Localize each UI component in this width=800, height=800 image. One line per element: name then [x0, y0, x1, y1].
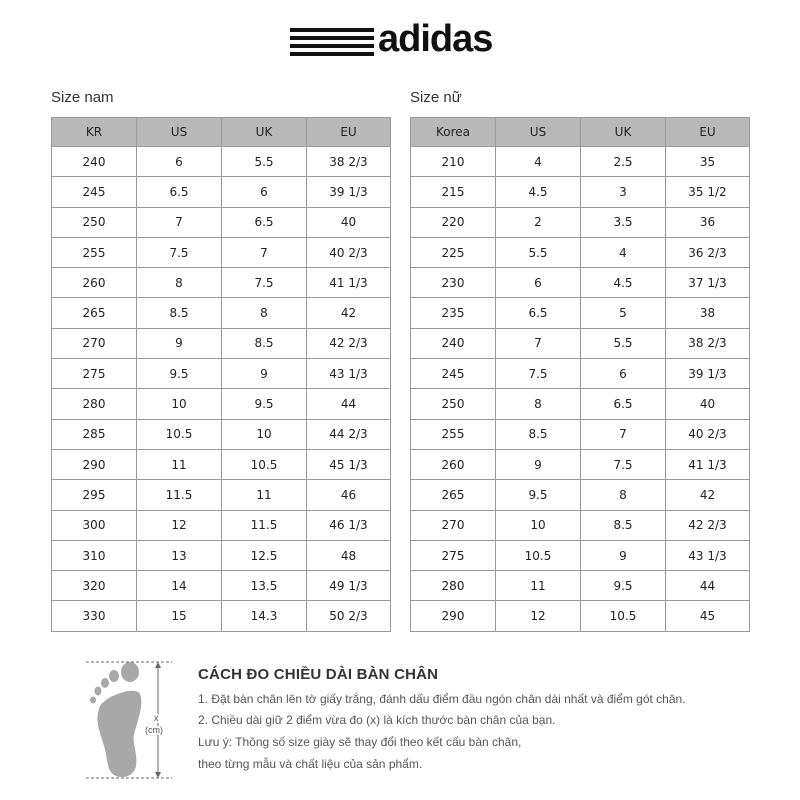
table-cell: 38: [666, 298, 750, 328]
table-row: [411, 419, 750, 449]
column-header: EU: [666, 118, 750, 147]
table-cell: 44 2/3: [307, 419, 391, 449]
table-cell: 245: [52, 177, 137, 207]
table-cell: 11.5: [222, 510, 307, 540]
table-cell: 11: [222, 480, 307, 510]
table-cell: 8: [581, 480, 666, 510]
table-cell: 280: [52, 389, 137, 419]
column-header: KR: [52, 118, 137, 147]
table-row: [411, 328, 750, 358]
table-cell: 7.5: [137, 237, 222, 267]
table-cell: 6: [496, 268, 581, 298]
table-cell: 4.5: [581, 268, 666, 298]
table-row: [411, 449, 750, 479]
table-cell: 39 1/3: [307, 177, 391, 207]
table-cell: 250: [52, 207, 137, 237]
table-row: [52, 601, 391, 631]
table-cell: 7.5: [581, 449, 666, 479]
table-cell: 240: [411, 328, 496, 358]
table-cell: 7: [137, 207, 222, 237]
table-cell: 43 1/3: [666, 540, 750, 570]
table-row: [411, 389, 750, 419]
table-cell: 9: [496, 449, 581, 479]
table-cell: 11: [137, 449, 222, 479]
table-cell: 38 2/3: [307, 147, 391, 177]
guide-step-2: 2. Chiều dài giữ 2 điểm vừa đo (x) là kích thước bàn chân của bạn.: [198, 713, 556, 727]
table-row: [52, 540, 391, 570]
table-row: [52, 449, 391, 479]
table-cell: 3: [581, 177, 666, 207]
table-row: [411, 237, 750, 267]
table-cell: 38 2/3: [666, 328, 750, 358]
table-row: [411, 601, 750, 631]
foot-measure-diagram: [80, 658, 180, 782]
table-cell: 12: [496, 601, 581, 631]
table-cell: 265: [52, 298, 137, 328]
table-cell: 4: [496, 147, 581, 177]
table-cell: 7: [581, 419, 666, 449]
table-cell: 9.5: [581, 571, 666, 601]
table-cell: 5.5: [222, 147, 307, 177]
logo-stripes-icon: [290, 28, 374, 62]
table-cell: 9: [137, 328, 222, 358]
table-row: [52, 298, 391, 328]
table-cell: 12: [137, 510, 222, 540]
table-cell: 42: [666, 480, 750, 510]
table-cell: 10.5: [581, 601, 666, 631]
table-cell: 42 2/3: [307, 328, 391, 358]
table-cell: 10: [137, 389, 222, 419]
table-cell: 290: [52, 449, 137, 479]
table-cell: 275: [411, 540, 496, 570]
table-cell: 9: [581, 540, 666, 570]
column-header: Korea: [411, 118, 496, 147]
table-row: [52, 268, 391, 298]
table-cell: 6: [222, 177, 307, 207]
table-cell: 49 1/3: [307, 571, 391, 601]
table-cell: 7.5: [496, 359, 581, 389]
table-row: [52, 328, 391, 358]
table-cell: 7.5: [222, 268, 307, 298]
table-cell: 275: [52, 359, 137, 389]
table-cell: 6.5: [496, 298, 581, 328]
table-cell: 2: [496, 207, 581, 237]
table-row: [411, 510, 750, 540]
table-cell: 40 2/3: [666, 419, 750, 449]
table-cell: 295: [52, 480, 137, 510]
women-size-table: [410, 117, 750, 632]
table-cell: 230: [411, 268, 496, 298]
table-cell: 6.5: [581, 389, 666, 419]
table-cell: 10.5: [222, 449, 307, 479]
table-cell: 45 1/3: [307, 449, 391, 479]
table-cell: 5.5: [496, 237, 581, 267]
table-cell: 225: [411, 237, 496, 267]
table-cell: 260: [411, 449, 496, 479]
table-header-row: [52, 118, 391, 147]
table-cell: 10: [222, 419, 307, 449]
table-cell: 40 2/3: [307, 237, 391, 267]
men-size-title: Size nam: [51, 89, 114, 106]
table-cell: 37 1/3: [666, 268, 750, 298]
table-cell: 14.3: [222, 601, 307, 631]
men-size-table: [51, 117, 391, 632]
table-cell: 260: [52, 268, 137, 298]
table-cell: 8: [137, 268, 222, 298]
table-row: [52, 571, 391, 601]
guide-step-1: 1. Đặt bàn chân lên tờ giấy trắng, đánh dấu điểm đầu ngón chân dài nhất và điểm gót chân.: [198, 692, 686, 706]
table-cell: 10.5: [137, 419, 222, 449]
table-cell: 40: [666, 389, 750, 419]
table-cell: 8.5: [581, 510, 666, 540]
table-cell: 8.5: [496, 419, 581, 449]
table-cell: 15: [137, 601, 222, 631]
table-cell: 13.5: [222, 571, 307, 601]
column-header: UK: [222, 118, 307, 147]
table-cell: 45: [666, 601, 750, 631]
table-cell: 255: [411, 419, 496, 449]
table-cell: 14: [137, 571, 222, 601]
table-cell: 6.5: [137, 177, 222, 207]
table-cell: 6.5: [222, 207, 307, 237]
table-cell: 310: [52, 540, 137, 570]
table-row: [52, 359, 391, 389]
guide-note: Lưu ý: Thông số size giày sẽ thay đổi theo kết cấu bàn chân,: [198, 735, 522, 749]
table-cell: 9.5: [137, 359, 222, 389]
table-cell: 42: [307, 298, 391, 328]
table-cell: 5.5: [581, 328, 666, 358]
table-row: [411, 298, 750, 328]
table-cell: 4.5: [496, 177, 581, 207]
table-cell: 6: [137, 147, 222, 177]
table-cell: 2.5: [581, 147, 666, 177]
table-cell: 4: [581, 237, 666, 267]
table-cell: 270: [52, 328, 137, 358]
table-row: [52, 480, 391, 510]
table-cell: 42 2/3: [666, 510, 750, 540]
table-cell: 50 2/3: [307, 601, 391, 631]
table-cell: 11.5: [137, 480, 222, 510]
table-cell: 36 2/3: [666, 237, 750, 267]
table-cell: 9.5: [496, 480, 581, 510]
table-cell: 44: [666, 571, 750, 601]
table-row: [52, 147, 391, 177]
guide-note-cont: theo từng mẫu và chất liệu của sản phẩm.: [198, 757, 423, 771]
table-row: [52, 510, 391, 540]
table-cell: 250: [411, 389, 496, 419]
table-cell: 210: [411, 147, 496, 177]
column-header: EU: [307, 118, 391, 147]
table-cell: 39 1/3: [666, 359, 750, 389]
table-cell: 8.5: [222, 328, 307, 358]
table-cell: 330: [52, 601, 137, 631]
table-cell: 41 1/3: [307, 268, 391, 298]
table-cell: 255: [52, 237, 137, 267]
table-cell: 43 1/3: [307, 359, 391, 389]
table-cell: 285: [52, 419, 137, 449]
women-size-title: Size nữ: [410, 89, 462, 106]
table-cell: 280: [411, 571, 496, 601]
table-cell: 300: [52, 510, 137, 540]
table-cell: 8.5: [137, 298, 222, 328]
table-row: [411, 480, 750, 510]
table-cell: 9.5: [222, 389, 307, 419]
column-header: US: [137, 118, 222, 147]
unit-label: (cm): [145, 725, 163, 735]
table-cell: 235: [411, 298, 496, 328]
table-cell: 12.5: [222, 540, 307, 570]
table-cell: 46 1/3: [307, 510, 391, 540]
table-header-row: [411, 118, 750, 147]
table-cell: 46: [307, 480, 391, 510]
table-cell: 270: [411, 510, 496, 540]
table-row: [411, 177, 750, 207]
table-cell: 44: [307, 389, 391, 419]
adidas-logo: [290, 18, 520, 64]
table-cell: 320: [52, 571, 137, 601]
table-cell: 13: [137, 540, 222, 570]
table-row: [52, 207, 391, 237]
table-row: [52, 177, 391, 207]
x-label: x: [154, 713, 159, 723]
table-cell: 5: [581, 298, 666, 328]
table-row: [52, 419, 391, 449]
table-cell: 48: [307, 540, 391, 570]
table-row: [411, 147, 750, 177]
table-row: [411, 571, 750, 601]
table-cell: 10.5: [496, 540, 581, 570]
column-header: US: [496, 118, 581, 147]
table-cell: 245: [411, 359, 496, 389]
table-row: [52, 237, 391, 267]
table-cell: 11: [496, 571, 581, 601]
table-cell: 3.5: [581, 207, 666, 237]
table-row: [411, 207, 750, 237]
table-cell: 7: [222, 237, 307, 267]
foot-icon: [80, 658, 180, 782]
table-cell: 35: [666, 147, 750, 177]
guide-title: CÁCH ĐO CHIỀU DÀI BÀN CHÂN: [198, 666, 439, 683]
brand-name: adidas: [378, 18, 493, 60]
table-cell: 6: [581, 359, 666, 389]
table-cell: 7: [496, 328, 581, 358]
table-cell: 8: [222, 298, 307, 328]
table-row: [411, 359, 750, 389]
table-row: [411, 540, 750, 570]
table-cell: 8: [496, 389, 581, 419]
column-header: UK: [581, 118, 666, 147]
table-cell: 10: [496, 510, 581, 540]
table-cell: 240: [52, 147, 137, 177]
table-cell: 40: [307, 207, 391, 237]
table-row: [411, 268, 750, 298]
table-cell: 41 1/3: [666, 449, 750, 479]
table-cell: 290: [411, 601, 496, 631]
table-cell: 220: [411, 207, 496, 237]
table-cell: 35 1/2: [666, 177, 750, 207]
table-row: [52, 389, 391, 419]
table-cell: 36: [666, 207, 750, 237]
table-cell: 215: [411, 177, 496, 207]
table-cell: 265: [411, 480, 496, 510]
table-cell: 9: [222, 359, 307, 389]
